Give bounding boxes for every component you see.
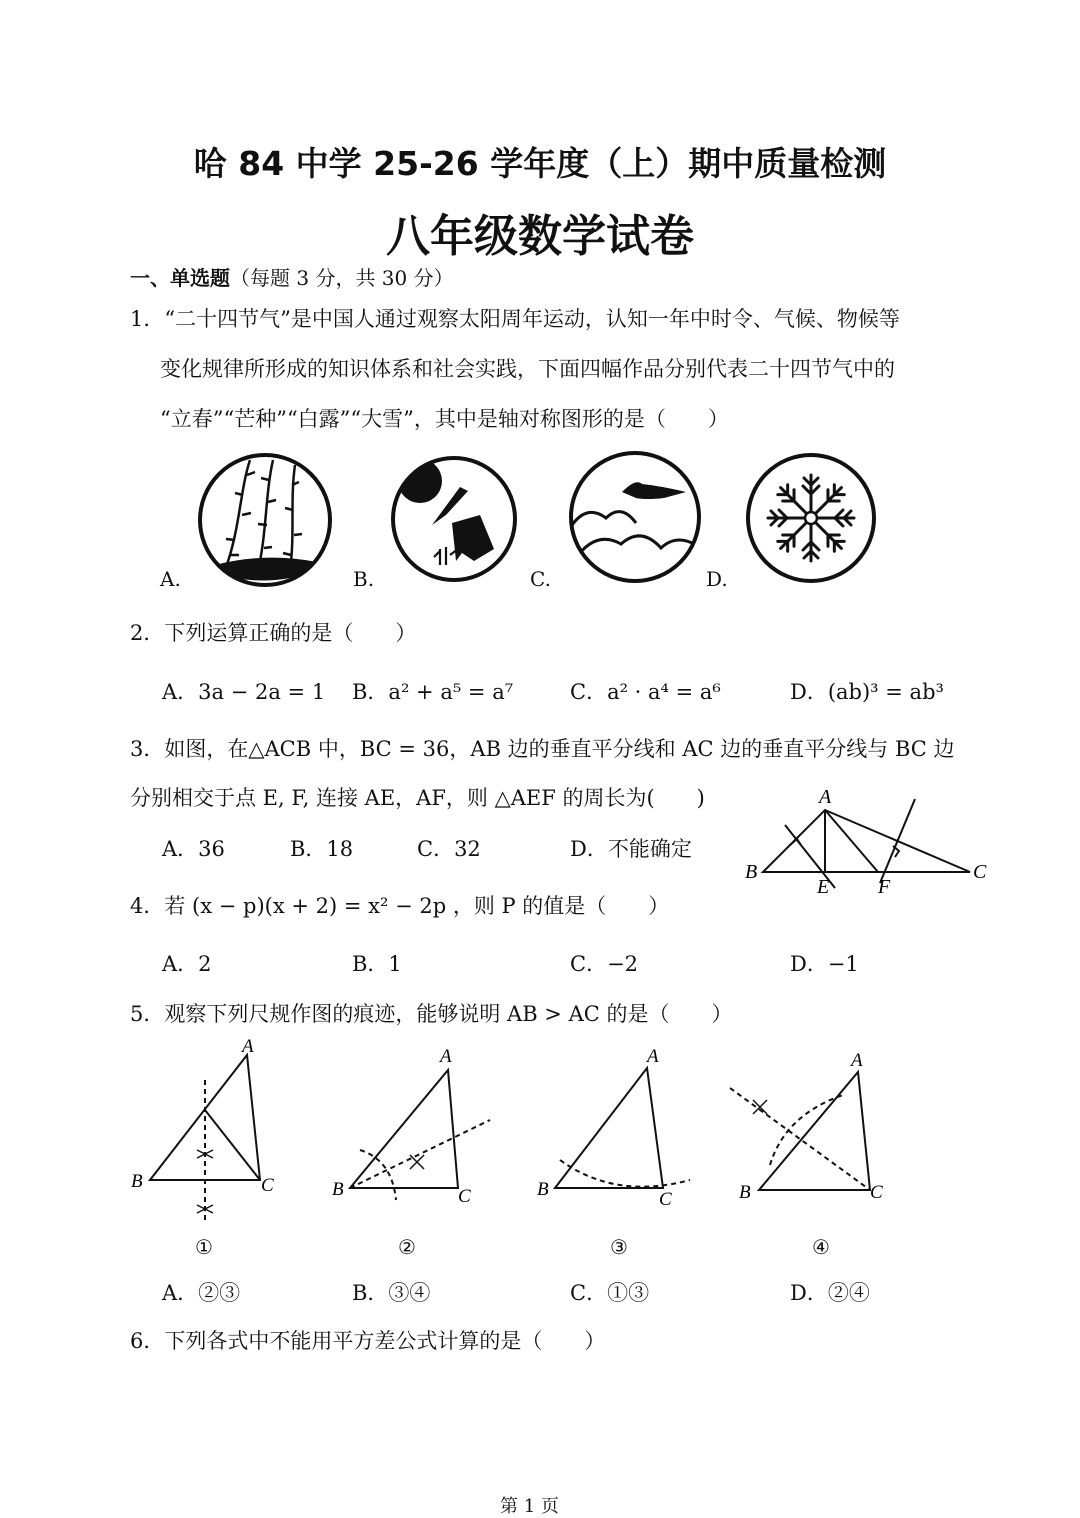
q1-line2: 变化规律所形成的知识体系和社会实践，下面四幅作品分别代表二十四节气中的 bbox=[160, 357, 895, 381]
page-number: 第 1 页 bbox=[500, 1496, 559, 1517]
q6-stem: 6．下列各式中不能用平方差公式计算的是（ ） bbox=[130, 1329, 606, 1353]
q5-fig3-label-b: B bbox=[537, 1179, 549, 1200]
bird-clouds-icon bbox=[566, 448, 704, 586]
q3-label-b: B bbox=[745, 861, 758, 883]
q5-option-a: A．②③ bbox=[162, 1281, 241, 1305]
section-heading bbox=[130, 262, 454, 291]
q5-figure-1 bbox=[125, 1035, 290, 1225]
willow-icon bbox=[195, 450, 335, 590]
q3-label-e: E bbox=[817, 876, 830, 898]
q4-option-c: C．−2 bbox=[570, 952, 639, 976]
q3-option-d: D．不能确定 bbox=[570, 837, 692, 861]
q5-fig2-label-c: C bbox=[458, 1186, 471, 1207]
q3-option-b: B．18 bbox=[290, 837, 354, 861]
q3-line2: 分别相交于点 E, F, 连接 AE，AF，则 △AEF 的周长为( ) bbox=[130, 786, 705, 810]
q5-fig3-label-a: A bbox=[647, 1046, 659, 1067]
exam-title: 哈 84 中学 25-26 学年度（上）期中质量检测 bbox=[193, 144, 887, 183]
q5-fig2-label-b: B bbox=[332, 1179, 344, 1200]
q5-figure-2 bbox=[330, 1040, 505, 1210]
q5-fig-number-1: ① bbox=[195, 1235, 213, 1259]
q5-fig2-label-a: A bbox=[440, 1046, 452, 1067]
q3-label-f: F bbox=[878, 876, 891, 898]
q2-option-a: A．3a − 2a = 1 bbox=[162, 680, 326, 704]
q5-figure-4 bbox=[725, 1040, 905, 1210]
q5-fig1-label-a: A bbox=[242, 1036, 254, 1057]
q5-option-d: D．②④ bbox=[790, 1281, 870, 1305]
q5-fig4-label-c: C bbox=[870, 1182, 883, 1203]
q4-option-d: D．−1 bbox=[790, 952, 859, 976]
q1-label-a: A. bbox=[160, 567, 181, 591]
q4-option-b: B．1 bbox=[352, 952, 402, 976]
q5-stem: 5．观察下列尺规作图的痕迹，能够说明 AB > AC 的是（ ） bbox=[130, 1002, 733, 1026]
q5-fig-number-4: ④ bbox=[812, 1235, 830, 1259]
section-title: 一、单选题 bbox=[130, 266, 230, 290]
q5-fig3-label-c: C bbox=[659, 1189, 672, 1210]
q2-option-d: D．(ab)³ = ab³ bbox=[790, 680, 944, 704]
q3-label-a: A bbox=[819, 786, 832, 808]
q1-line1: 1．“二十四节气”是中国人通过观察太阳周年运动，认知一年中时令、气候、物候等 bbox=[130, 307, 900, 331]
q1-label-b: B. bbox=[353, 567, 375, 591]
snowflake-icon bbox=[743, 450, 879, 586]
q5-fig1-label-c: C bbox=[261, 1175, 274, 1196]
q2-option-c: C．a² · a⁴ = a⁶ bbox=[570, 680, 721, 704]
q5-fig-number-3: ③ bbox=[610, 1235, 628, 1259]
exam-subtitle: 八年级数学试卷 bbox=[386, 211, 694, 262]
q2-stem: 2．下列运算正确的是（ ） bbox=[130, 621, 417, 645]
q5-option-c: C．①③ bbox=[570, 1281, 650, 1305]
q3-triangle-figure bbox=[735, 785, 1000, 900]
q5-option-b: B．③④ bbox=[352, 1281, 431, 1305]
q3-line1: 3．如图，在△ACB 中，BC = 36，AB 边的垂直平分线和 AC 边的垂直平分线与 BC 边 bbox=[130, 737, 955, 761]
q5-fig1-label-b: B bbox=[131, 1171, 143, 1192]
q5-fig-number-2: ② bbox=[398, 1235, 416, 1259]
q5-figure-3 bbox=[535, 1040, 710, 1210]
q4-stem: 4．若 (x − p)(x + 2) = x² − 2p ，则 P 的值是（ ） bbox=[130, 894, 670, 918]
q3-label-c: C bbox=[973, 861, 987, 883]
q3-option-a: A．36 bbox=[162, 837, 225, 861]
q3-option-c: C．32 bbox=[417, 837, 481, 861]
q1-label-c: C. bbox=[530, 567, 551, 591]
q1-label-d: D. bbox=[706, 567, 728, 591]
q1-line3: “立春”“芒种”“白露”“大雪”，其中是轴对称图形的是（ ） bbox=[160, 407, 729, 431]
section-note: （每题 3 分，共 30 分） bbox=[230, 266, 454, 290]
sun-shapes-icon bbox=[388, 453, 520, 585]
q4-option-a: A．2 bbox=[162, 952, 212, 976]
q2-option-b: B．a² + a⁵ = a⁷ bbox=[352, 680, 514, 704]
q5-fig4-label-a: A bbox=[851, 1050, 863, 1071]
q5-fig4-label-b: B bbox=[739, 1182, 751, 1203]
